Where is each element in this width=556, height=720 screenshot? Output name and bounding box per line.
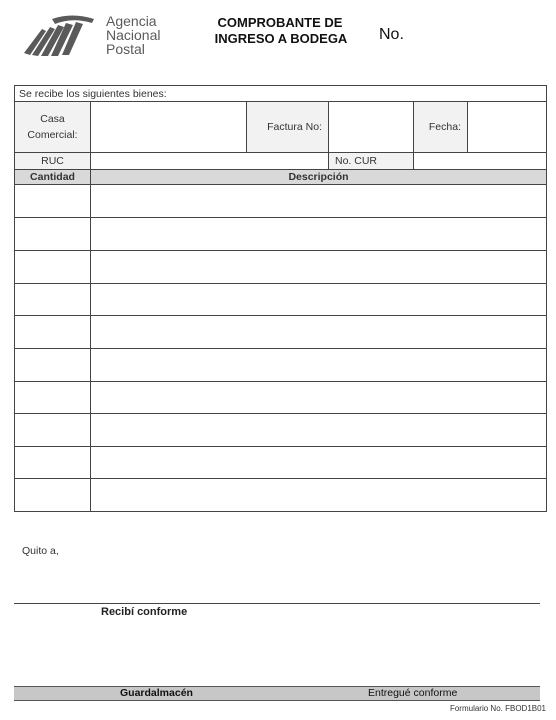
item-row-6-cantidad[interactable] <box>15 349 90 381</box>
place-date-label: Quito a, <box>22 545 59 557</box>
document-number-label: No. <box>379 26 404 43</box>
item-row-7-descripcion[interactable] <box>91 382 546 413</box>
agency-logo <box>22 13 182 57</box>
ruc-field[interactable] <box>91 153 328 169</box>
factura-field[interactable] <box>329 102 413 152</box>
item-row-1-descripcion[interactable] <box>91 185 546 217</box>
item-row-4-cantidad[interactable] <box>15 284 90 315</box>
casa-comercial-label-2: Comercial: <box>27 129 78 141</box>
logo-line-2: Nacional <box>106 27 161 43</box>
form-code: Formulario No. FBOD1B01 <box>449 704 546 713</box>
item-row-10-descripcion[interactable] <box>91 479 546 511</box>
intro-text: Se recibe los siguientes bienes: <box>19 88 167 100</box>
document-title <box>200 15 360 47</box>
cur-field[interactable] <box>414 153 546 169</box>
warehouse-keeper-label: Guardalmacén <box>120 687 193 699</box>
title-line-2: INGRESO A BODEGA <box>214 31 348 46</box>
item-row-8-descripcion[interactable] <box>91 414 546 446</box>
col-header-descripcion: Descripción <box>91 170 546 184</box>
received-conforme-label: Recibí conforme <box>101 606 188 618</box>
title-line-1: COMPROBANTE DE <box>217 15 343 30</box>
cur-label: No. CUR <box>329 153 413 169</box>
fecha-label: Fecha: <box>414 102 467 152</box>
item-row-9-descripcion[interactable] <box>91 447 546 478</box>
fecha-field[interactable] <box>468 102 546 152</box>
factura-label: Factura No: <box>247 102 328 152</box>
item-row-4-descripcion[interactable] <box>91 284 546 315</box>
item-row-10-cantidad[interactable] <box>15 479 90 511</box>
signature-bar <box>14 686 540 701</box>
item-row-6-descripcion[interactable] <box>91 349 546 381</box>
logo-line-1: Agencia <box>106 13 157 29</box>
casa-comercial-label-1: Casa <box>40 113 65 125</box>
goods-table <box>14 85 547 512</box>
signature-line <box>14 603 540 604</box>
logo-text <box>106 14 160 56</box>
item-row-2-descripcion[interactable] <box>91 218 546 250</box>
item-row-5-descripcion[interactable] <box>91 316 546 348</box>
item-row-7-cantidad[interactable] <box>15 382 90 413</box>
col-header-cantidad: Cantidad <box>15 170 90 184</box>
item-row-3-cantidad[interactable] <box>15 251 90 283</box>
casa-comercial-label <box>15 102 90 152</box>
item-row-5-cantidad[interactable] <box>15 316 90 348</box>
item-row-8-cantidad[interactable] <box>15 414 90 446</box>
ruc-label: RUC <box>15 153 90 169</box>
logo-mark-icon <box>22 13 102 57</box>
casa-comercial-field[interactable] <box>91 102 246 152</box>
item-row-3-descripcion[interactable] <box>91 251 546 283</box>
item-row-9-cantidad[interactable] <box>15 447 90 478</box>
item-row-2-cantidad[interactable] <box>15 218 90 250</box>
item-row-1-cantidad[interactable] <box>15 185 90 217</box>
delivered-conforme-label: Entregué conforme <box>368 687 458 699</box>
logo-line-3: Postal <box>106 41 145 57</box>
